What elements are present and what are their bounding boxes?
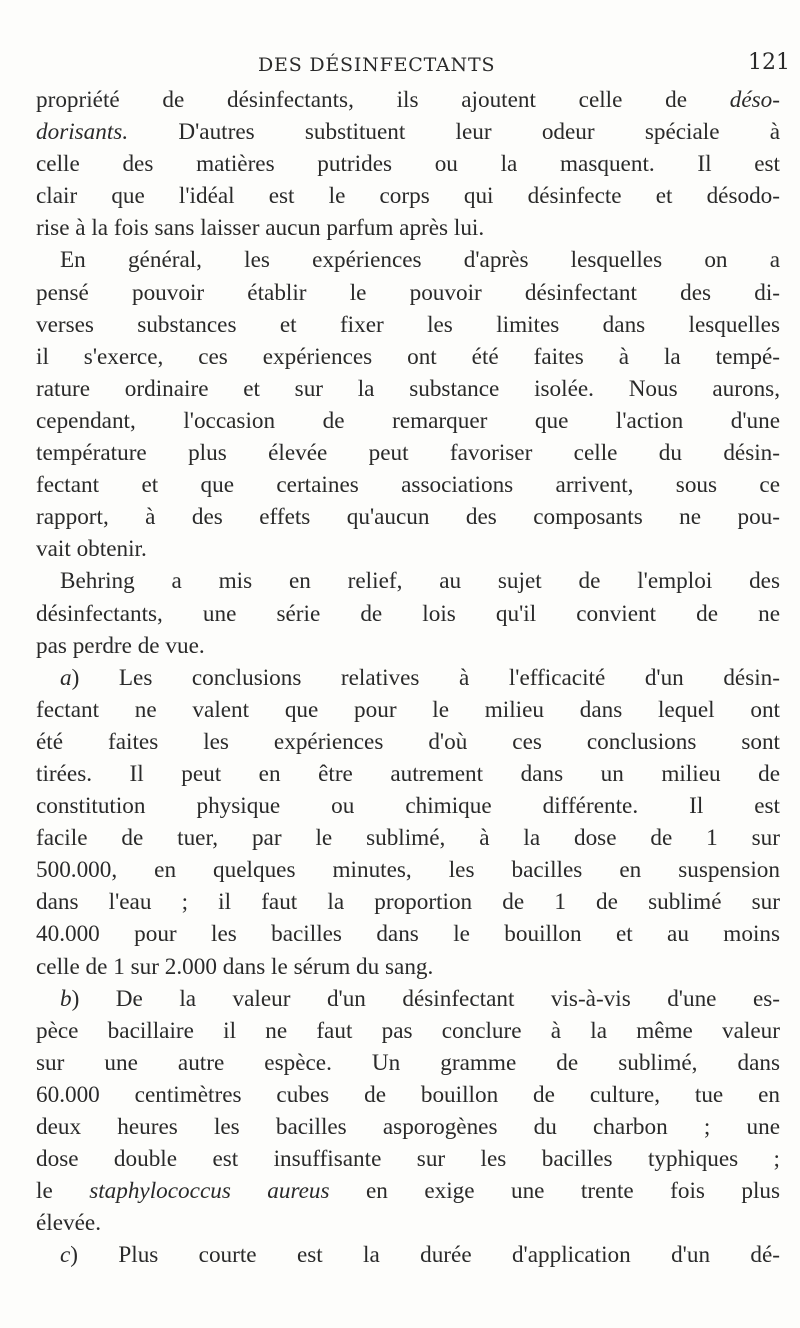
text-segment: En général, les expériences d'après lesquelles on a — [60, 247, 780, 274]
text-segment: pensé pouvoir établir le pouvoir désinfectant des di- — [36, 279, 780, 306]
text-segment: désinfectants, une série de lois qu'il convient de ne — [36, 600, 780, 627]
text-line — [36, 790, 780, 822]
text-segment: constitution physique ou chimique différente. Il est — [36, 793, 780, 820]
text-segment: celle de 1 sur 2.000 dans le sérum du sang. — [36, 953, 434, 980]
text-line — [36, 1207, 780, 1239]
text-line — [36, 726, 780, 758]
text-segment: tirées. Il peut en être autrement dans un milieu de — [36, 760, 780, 787]
text-line — [36, 854, 780, 886]
text-segment: rature ordinaire et sur la substance isolée. Nous aurons, — [36, 375, 780, 402]
text-line — [36, 501, 780, 533]
text-line — [36, 1239, 780, 1271]
page-number: 121 — [748, 50, 790, 75]
text-segment: pas perdre de vue. — [36, 632, 205, 659]
text-line — [36, 244, 780, 276]
text-line — [36, 918, 780, 950]
italic-text: déso- — [729, 87, 780, 113]
text-segment: rise à la fois sans laisser aucun parfum après lui. — [36, 215, 485, 242]
text-segment: sur une autre espèce. Un gramme de sublimé, dans — [36, 1049, 780, 1076]
text-line — [36, 405, 780, 437]
text-line — [36, 886, 780, 918]
text-line — [36, 694, 780, 726]
text-segment: pèce bacillaire il ne faut pas conclure à la même valeur — [36, 1017, 780, 1044]
text-segment: dose double est insuffisante sur les bacilles typhiques ; — [36, 1146, 780, 1173]
text-line — [36, 84, 780, 116]
text-line — [36, 1175, 780, 1207]
text-line — [36, 533, 780, 565]
running-title: DES DÉSINFECTANTS — [258, 54, 496, 76]
text-segment: fectant ne valent que pour le milieu dans lequel ont — [36, 696, 780, 723]
text-line — [36, 212, 780, 244]
text-segment: ) De la valeur d'un désinfectant vis-à-vis d'une es- — [71, 985, 780, 1012]
text-line — [36, 1143, 780, 1175]
text-segment: fectant et que certaines associations arrivent, sous ce — [36, 472, 780, 499]
text-line — [36, 758, 780, 790]
text-segment: ) Plus courte est la durée d'application d'un dé- — [70, 1242, 780, 1269]
text-line — [36, 437, 780, 469]
text-segment: 500.000, en quelques minutes, les bacilles en suspension — [36, 857, 780, 884]
text-segment: D'autres substituent leur odeur spéciale à — [128, 119, 780, 146]
text-line — [36, 277, 780, 309]
text-line — [36, 1015, 780, 1047]
text-segment: cependant, l'occasion de remarquer que l'action d'une — [36, 407, 780, 434]
text-line — [36, 116, 780, 148]
text-line — [36, 983, 780, 1015]
text-segment: vait obtenir. — [36, 536, 147, 563]
text-segment: été faites les expériences d'où ces conclusions sont — [36, 728, 780, 755]
text-line — [36, 1079, 780, 1111]
text-line — [36, 309, 780, 341]
text-segment: deux heures les bacilles asporogènes du charbon ; une — [36, 1114, 780, 1140]
text-segment: facile de tuer, par le sublimé, à la dose de 1 sur — [36, 825, 780, 852]
text-line — [36, 148, 780, 180]
text-segment: verses substances et fixer les limites dans lesquelles — [36, 311, 780, 338]
text-line — [36, 951, 780, 983]
text-segment: 40.000 pour les bacilles dans le bouillon et au moins — [36, 921, 780, 948]
text-segment: il s'exerce, ces expériences ont été faites à la tempé- — [36, 343, 780, 370]
italic-text: staphylococcus aureus — [89, 1178, 330, 1205]
text-line — [36, 630, 780, 662]
body-text — [36, 84, 780, 1271]
text-segment: en exige une trente fois plus — [329, 1178, 781, 1205]
text-line — [36, 180, 780, 212]
text-segment: ) Les conclusions relatives à l'efficacité d'un désin- — [71, 664, 780, 691]
text-line — [36, 662, 780, 694]
text-line — [36, 822, 780, 854]
text-segment: 60.000 centimètres cubes de bouillon de culture, tue en — [36, 1081, 780, 1108]
text-segment: clair que l'idéal est le corps qui désinfecte et désodo- — [36, 183, 780, 210]
text-line — [36, 341, 780, 373]
italic-text: b — [60, 985, 72, 1012]
running-head — [0, 48, 800, 82]
italic-text: a — [60, 664, 72, 691]
italic-text: dorisants. — [36, 119, 129, 146]
text-line — [36, 565, 780, 597]
text-segment: celle des matières putrides ou la masquent. Il est — [36, 151, 780, 178]
text-segment: propriété de désinfectants, ils ajoutent celle de — [36, 87, 730, 113]
text-segment: rapport, à des effets qu'aucun des composants ne pou- — [36, 504, 780, 531]
text-segment: température plus élevée peut favoriser celle du désin- — [36, 440, 780, 467]
italic-text: c — [60, 1242, 71, 1269]
text-line — [36, 1111, 780, 1143]
text-line — [36, 1047, 780, 1079]
text-line — [36, 373, 780, 405]
text-segment: dans l'eau ; il faut la proportion de 1 de sublimé sur — [36, 889, 780, 916]
text-segment: Behring a mis en relief, au sujet de l'emploi des — [60, 568, 780, 595]
text-line — [36, 469, 780, 501]
text-line — [36, 598, 780, 630]
text-segment: élevée. — [36, 1210, 101, 1237]
text-segment: le — [36, 1178, 90, 1205]
